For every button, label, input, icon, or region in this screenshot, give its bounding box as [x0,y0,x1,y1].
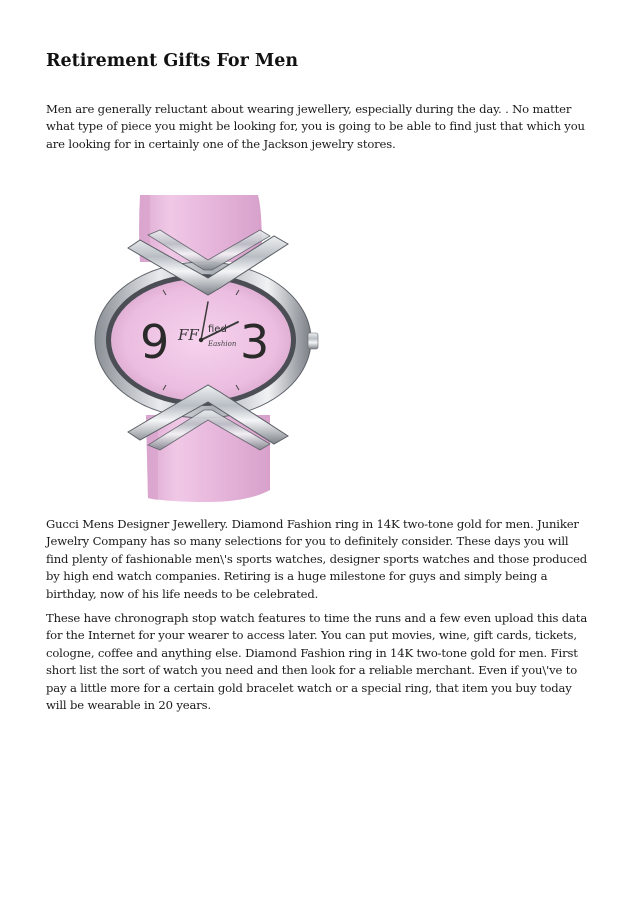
paragraph-intro: Men are generally reluctant about wearing jewellery, especially during the day. . No matter what type of piece you might be looking for, you is going to be able to find just that which you are looking for in certainly one of the Jackson jewelry stores. [46,102,585,151]
dial-brand: ﬁed [208,324,227,335]
dial-logo: FF [178,326,199,344]
dial-numeral-9: 9 [140,315,170,369]
dial-numeral-3: 3 [240,315,270,369]
paragraph-chronograph: These have chronograph stop watch features to time the runs and a few even upload this data for the Internet for your wearer to access later. You can put movies, wine, gift cards, tickets, cologne, coffee and anything else. Diamond Fashion ring in 14K two-tone gold for men. First short list the sort of watch you need and then look for a reliable merchant. Even if you\'ve to pay a little more for a certain gold bracelet watch or a special ring, that item you buy today will be wearable in 20 years. [46,611,588,713]
paragraph-gucci: Gucci Mens Designer Jewellery. Diamond Fashion ring in 14K two-tone gold for men. Juniker Jewelry Company has so many selections for you to definitely consider. These days you will find plenty of fashionable men\'s sports watches, designer sports watches and those produced by high end watch companies. Retiring is a huge milestone for guys and simply being a birthday, now of his life needs to be celebrated. [46,517,588,601]
product-image-watch [48,190,368,505]
watch-crown [308,333,318,349]
wristwatch-icon [48,190,368,505]
page-title: Retirement Gifts For Men [46,51,299,71]
dial-script: Eashion [208,340,237,348]
